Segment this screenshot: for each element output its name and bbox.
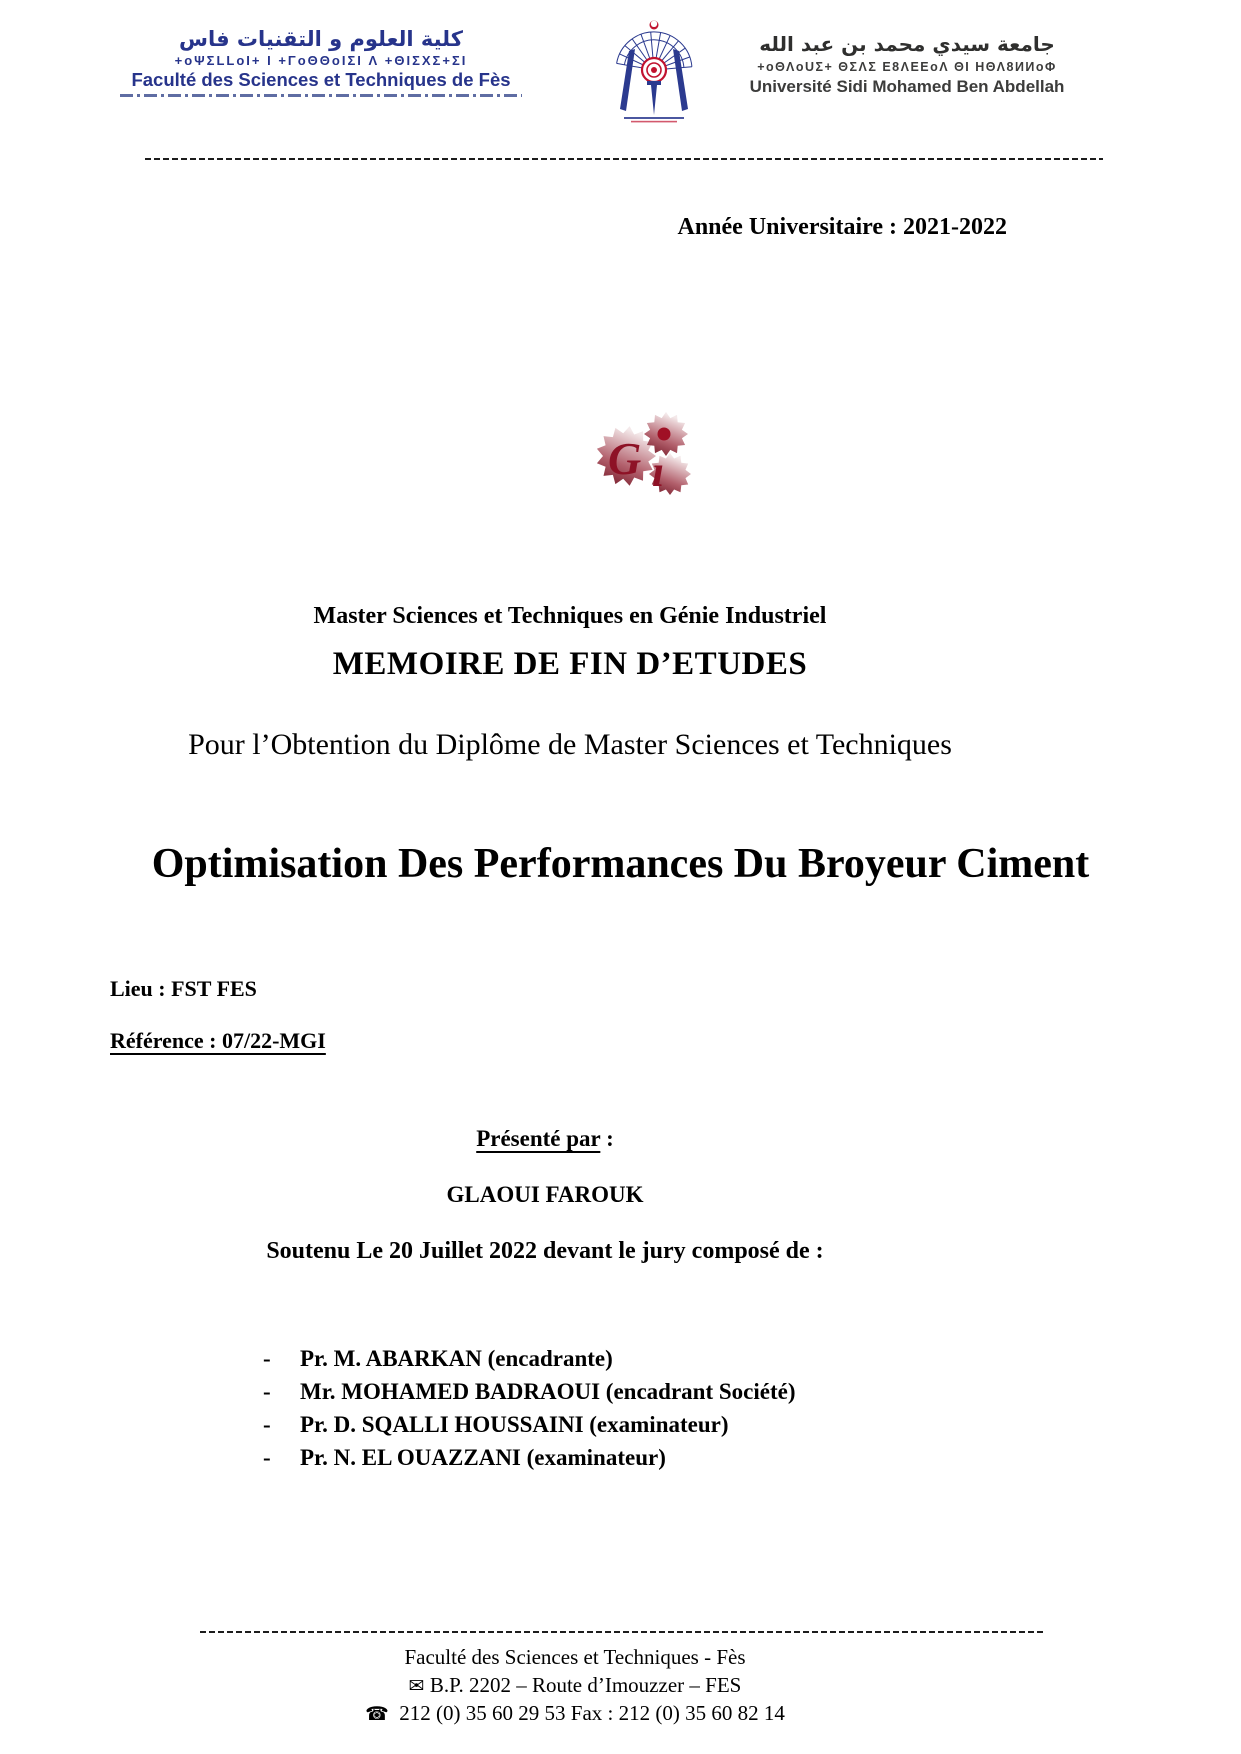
gi-letter-i: ı — [652, 447, 665, 496]
defense-line: Soutenu Le 20 Juillet 2022 devant le jury composé de : — [266, 1238, 824, 1264]
faculty-header-block — [120, 26, 522, 97]
program-title: Master Sciences et Techniques en Génie Industriel — [313, 603, 827, 629]
footer-postal-line — [0, 1672, 1150, 1701]
footer-phone-line — [0, 1700, 1150, 1729]
jury-member-row — [263, 1379, 796, 1405]
presented-by-underlined: Présenté par — [476, 1126, 601, 1151]
author-name: GLAOUI FAROUK — [446, 1182, 644, 1207]
reference-line: Référence : 07/22-MGI — [110, 1028, 326, 1053]
gi-letter-i-dot — [658, 428, 671, 441]
phone-icon: ☎ — [365, 1703, 389, 1725]
gi-letter-g: G — [608, 433, 642, 484]
jury-list — [263, 1346, 796, 1478]
faculty-name-arabic: كلية العلوم و التقنيات فاس — [179, 27, 463, 51]
footer-divider — [200, 1631, 1043, 1633]
faculty-name-french: Faculté des Sciences et Techniques de Fès — [131, 69, 511, 90]
university-name-french: Université Sidi Mohamed Ben Abdellah — [749, 77, 1065, 96]
jury-member-row — [263, 1412, 796, 1438]
university-header-block — [710, 32, 1104, 97]
academic-year: Année Universitaire : 2021-2022 — [677, 214, 1007, 240]
presented-by-label — [0, 1126, 1090, 1152]
footer-address-block — [0, 1644, 1150, 1729]
jury-bullet: - — [263, 1346, 271, 1371]
genie-industriel-logo — [594, 400, 694, 500]
document-type: MEMOIRE DE FIN D’ETUDES — [332, 646, 808, 682]
university-name-arabic: جامعة سيدي محمد بن عبد الله — [759, 32, 1055, 56]
presented-by-colon: : — [600, 1126, 614, 1151]
thesis-title: Optimisation Des Performances Du Broyeur Ciment — [151, 841, 1090, 887]
jury-member: Pr. M. ABARKAN (encadrante) — [300, 1346, 613, 1371]
jury-bullet: - — [263, 1412, 271, 1437]
jury-member: Pr. D. SQALLI HOUSSAINI (examinateur) — [300, 1412, 729, 1437]
jury-member-row — [263, 1445, 796, 1471]
footer-faculty-name: Faculté des Sciences et Techniques - Fès — [404, 1645, 746, 1669]
footer-phone-text: 212 (0) 35 60 29 53 Fax : 212 (0) 35 60 82 14 — [399, 1701, 785, 1725]
footer-postal-text: B.P. 2202 – Route d’Imouzzer – FES — [429, 1672, 742, 1697]
university-emblem-icon — [610, 18, 698, 124]
university-name-tifinagh: +oΘΛoUΣ+ ΘΣΛΣ Ε8ΛΕΕoΛ ΘΙ ΗΘΛ8ИИoΦ — [757, 60, 1057, 74]
location-line: Lieu : FST FES — [110, 976, 257, 1001]
mail-icon: ✉ — [408, 1674, 425, 1697]
degree-purpose: Pour l’Obtention du Diplôme de Master Sciences et Techniques — [188, 728, 952, 761]
jury-member-row — [263, 1346, 796, 1372]
faculty-underline — [120, 94, 522, 97]
jury-member: Pr. N. EL OUAZZANI (examinateur) — [300, 1445, 666, 1470]
jury-member: Mr. MOHAMED BADRAOUI (encadrant Société) — [300, 1379, 796, 1404]
jury-bullet: - — [263, 1379, 271, 1404]
top-divider — [145, 158, 1103, 160]
faculty-name-tifinagh: +oΨΣLLoI+ I +ΓoΘΘoIΣI Λ +ΘIΣΧΣ+ΣI — [174, 53, 468, 68]
jury-bullet: - — [263, 1445, 271, 1470]
